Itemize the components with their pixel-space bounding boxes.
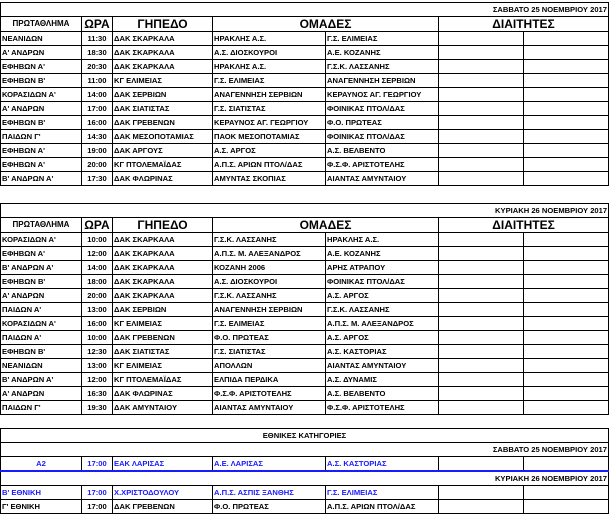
away-team-cell: Α.Σ. ΚΑΣΤΟΡΙΑΣ [326, 457, 439, 472]
home-team-cell: Φ.Ο. ΠΡΩΤΕΑΣ [213, 500, 326, 514]
national-saturday-date-heading: ΣΑΒΒΑΤΟ 25 ΝΟΕΜΒΡΙΟΥ 2017 [1, 443, 609, 457]
home-team-cell: ΚΕΡΑΥΝΟΣ ΑΓ. ΓΕΩΡΓΙΟΥ [213, 116, 326, 130]
home-team-cell: ΠΑΟΚ ΜΕΣΟΠΟΤΑΜΙΑΣ [213, 130, 326, 144]
away-team-cell: ΑΙΑΝΤΑΣ ΑΜΥΝΤΑΙΟΥ [326, 359, 439, 373]
venue-cell: ΔΑΚ ΣΕΡΒΙΩΝ [113, 303, 213, 317]
away-team-cell: Γ.Σ.Κ. ΛΑΣΣΑΝΗΣ [326, 303, 439, 317]
time-cell: 17:00 [82, 102, 113, 116]
col-header-time: ΩΡΑ [82, 218, 113, 233]
away-team-cell: Α.Ε. ΚΟΖΑΝΗΣ [326, 247, 439, 261]
venue-cell: ΔΑΚ ΑΡΓΟΥΣ [113, 144, 213, 158]
away-team-cell: Α.Σ. ΔΥΝΑΜΙΣ [326, 373, 439, 387]
time-cell: 17:00 [82, 457, 113, 472]
referee-cell [439, 32, 524, 46]
table-row [1, 457, 609, 472]
referee-cell [439, 289, 524, 303]
time-cell: 16:00 [82, 116, 113, 130]
table-row [1, 102, 609, 116]
venue-cell: ΔΑΚ ΦΛΩΡΙΝΑΣ [113, 387, 213, 401]
referee-cell [439, 247, 524, 261]
time-cell: 14:30 [82, 130, 113, 144]
time-cell: 20:30 [82, 60, 113, 74]
away-team-cell: Α.Σ. ΑΡΓΟΣ [326, 289, 439, 303]
time-cell: 12:00 [82, 247, 113, 261]
time-cell: 13:00 [82, 303, 113, 317]
away-team-cell: ΗΡΑΚΛΗΣ Α.Σ. [326, 233, 439, 247]
referee-cell [524, 317, 609, 331]
col-header-time: ΩΡΑ [82, 17, 113, 32]
referee-cell [524, 303, 609, 317]
referee-cell [439, 261, 524, 275]
referee-cell [524, 172, 609, 186]
time-cell: 17:00 [82, 500, 113, 514]
referee-cell [524, 144, 609, 158]
referee-cell [524, 116, 609, 130]
referee-cell [439, 275, 524, 289]
category-cell: Α' ΑΝΔΡΩΝ [1, 102, 82, 116]
table-row [1, 46, 609, 60]
table-row [1, 233, 609, 247]
referee-cell [524, 32, 609, 46]
national-sunday-date-heading: ΚΥΡΙΑΚΗ 26 ΝΟΕΜΒΡΙΟΥ 2017 [1, 471, 609, 486]
table-row [1, 261, 609, 275]
time-cell: 18:00 [82, 275, 113, 289]
category-cell: Β' ΑΝΔΡΩΝ Α' [1, 373, 82, 387]
home-team-cell: Γ.Σ.Κ. ΛΑΣΣΑΝΗΣ [213, 289, 326, 303]
referee-cell [439, 88, 524, 102]
venue-cell: Χ.ΧΡΙΣΤΟΔΟΥΛΟΥ [113, 486, 213, 500]
referee-cell [524, 158, 609, 172]
away-team-cell: Α.Ε. ΚΟΖΑΝΗΣ [326, 46, 439, 60]
time-cell: 18:30 [82, 46, 113, 60]
referee-cell [524, 359, 609, 373]
col-header-venue: ΓΗΠΕΔΟ [113, 17, 213, 32]
home-team-cell: Γ.Σ. ΣΙΑΤΙΣΤΑΣ [213, 345, 326, 359]
home-team-cell: Α.Σ. ΔΙΟΣΚΟΥΡΟΙ [213, 275, 326, 289]
referee-cell [439, 500, 524, 514]
away-team-cell: Α.Σ. ΒΕΛΒΕΝΤΟ [326, 144, 439, 158]
away-team-cell: Α.Π.Σ. Μ. ΑΛΕΞΑΝΔΡΟΣ [326, 317, 439, 331]
referee-cell [524, 331, 609, 345]
time-cell: 11:30 [82, 32, 113, 46]
table-row [1, 500, 609, 514]
table-row [1, 130, 609, 144]
time-cell: 16:30 [82, 387, 113, 401]
referee-cell [524, 289, 609, 303]
home-team-cell: Α.Π.Σ. ΑΡΙΩΝ ΠΤΟΛ/ΔΑΣ [213, 158, 326, 172]
table-row [1, 289, 609, 303]
referee-cell [439, 116, 524, 130]
table-row [1, 32, 609, 46]
away-team-cell: ΑΡΗΣ ΑΤΡΑΠΟΥ [326, 261, 439, 275]
time-cell: 19:00 [82, 144, 113, 158]
referee-cell [439, 359, 524, 373]
category-cell: Β' ΑΝΔΡΩΝ Α' [1, 172, 82, 186]
venue-cell: ΚΓ ΕΛΙΜΕΙΑΣ [113, 74, 213, 88]
time-cell: 17:30 [82, 172, 113, 186]
home-team-cell: Γ.Σ. ΣΙΑΤΙΣΤΑΣ [213, 102, 326, 116]
referee-cell [439, 486, 524, 500]
referee-cell [524, 88, 609, 102]
venue-cell: ΔΑΚ ΣΚΑΡΚΑΛΑ [113, 46, 213, 60]
table-row [1, 116, 609, 130]
category-cell: ΝΕΑΝΙΔΩΝ [1, 32, 82, 46]
col-header-teams: ΟΜΑΔΕΣ [213, 218, 439, 233]
category-cell: ΚΟΡΑΣΙΔΩΝ Α' [1, 317, 82, 331]
referee-cell [439, 457, 524, 472]
home-team-cell: Α.Π.Σ. ΑΣΠΙΣ ΞΑΝΘΗΣ [213, 486, 326, 500]
referee-cell [439, 102, 524, 116]
referee-cell [524, 74, 609, 88]
referee-cell [524, 46, 609, 60]
home-team-cell: Φ.Ο. ΠΡΩΤΕΑΣ [213, 331, 326, 345]
referee-cell [524, 233, 609, 247]
home-team-cell: Α.Π.Σ. Μ. ΑΛΕΞΑΝΔΡΟΣ [213, 247, 326, 261]
referee-cell [524, 60, 609, 74]
home-team-cell: Γ.Σ. ΕΛΙΜΕΙΑΣ [213, 74, 326, 88]
away-team-cell: Φ.Ο. ΠΡΩΤΕΑΣ [326, 116, 439, 130]
away-team-cell: Α.Π.Σ. ΑΡΙΩΝ ΠΤΟΛ/ΔΑΣ [326, 500, 439, 514]
table-row [1, 158, 609, 172]
table-row [1, 303, 609, 317]
venue-cell: ΔΑΚ ΣΚΑΡΚΑΛΑ [113, 261, 213, 275]
time-cell: 11:00 [82, 74, 113, 88]
home-team-cell: Α.Σ. ΑΡΓΟΣ [213, 144, 326, 158]
table-row [1, 247, 609, 261]
table-row [1, 345, 609, 359]
away-team-cell: Γ.Σ. ΕΛΙΜΕΙΑΣ [326, 486, 439, 500]
col-header-referees: ΔΙΑΙΤΗΤΕΣ [439, 17, 609, 32]
col-header-championship: ΠΡΩΤΑΘΛΗΜΑ [1, 218, 82, 233]
home-team-cell: Α.Σ. ΔΙΟΣΚΟΥΡΟΙ [213, 46, 326, 60]
col-header-teams: ΟΜΑΔΕΣ [213, 17, 439, 32]
referee-cell [439, 317, 524, 331]
time-cell: 20:00 [82, 158, 113, 172]
time-cell: 13:00 [82, 359, 113, 373]
category-cell: Β' ΑΝΔΡΩΝ Α' [1, 261, 82, 275]
category-cell: ΕΦΗΒΩΝ Β' [1, 275, 82, 289]
referee-cell [439, 373, 524, 387]
referee-cell [524, 247, 609, 261]
national-categories-title: ΕΘΝΙΚΕΣ ΚΑΤΗΓΟΡΙΕΣ [1, 429, 609, 443]
away-team-cell: Α.Σ. ΒΕΛΒΕΝΤΟ [326, 387, 439, 401]
time-cell: 20:00 [82, 289, 113, 303]
venue-cell: ΔΑΚ ΣΚΑΡΚΑΛΑ [113, 233, 213, 247]
venue-cell: ΚΓ ΠΤΟΛΕΜΑΪΔΑΣ [113, 158, 213, 172]
venue-cell: ΕΑΚ ΛΑΡΙΣΑΣ [113, 457, 213, 472]
category-cell: ΕΦΗΒΩΝ Β' [1, 74, 82, 88]
table-row [1, 74, 609, 88]
away-team-cell: ΑΙΑΝΤΑΣ ΑΜΥΝΤΑΙΟΥ [326, 172, 439, 186]
away-team-cell: Α.Σ. ΚΑΣΤΟΡΙΑΣ [326, 345, 439, 359]
time-cell: 14:00 [82, 88, 113, 102]
venue-cell: ΔΑΚ ΣΚΑΡΚΑΛΑ [113, 289, 213, 303]
category-cell: ΕΦΗΒΩΝ Β' [1, 116, 82, 130]
time-cell: 17:00 [82, 486, 113, 500]
category-cell: ΕΦΗΒΩΝ Α' [1, 158, 82, 172]
category-cell: ΠΑΙΔΩΝ Α' [1, 331, 82, 345]
time-cell: 10:00 [82, 331, 113, 345]
referee-cell [439, 158, 524, 172]
home-team-cell: ΑΠΟΛΛΩΝ [213, 359, 326, 373]
referee-cell [439, 233, 524, 247]
away-team-cell: Α.Σ. ΑΡΓΟΣ [326, 331, 439, 345]
table-row [1, 275, 609, 289]
time-cell: 12:30 [82, 345, 113, 359]
referee-cell [524, 486, 609, 500]
referee-cell [439, 74, 524, 88]
home-team-cell: ΑΝΑΓΕΝΝΗΣΗ ΣΕΡΒΙΩΝ [213, 88, 326, 102]
home-team-cell: Φ.Σ.Φ. ΑΡΙΣΤΟΤΕΛΗΣ [213, 387, 326, 401]
category-cell: ΕΦΗΒΩΝ Α' [1, 247, 82, 261]
venue-cell: ΚΓ ΕΛΙΜΕΙΑΣ [113, 317, 213, 331]
venue-cell: ΔΑΚ ΣΚΑΡΚΑΛΑ [113, 32, 213, 46]
category-cell: ΕΦΗΒΩΝ Β' [1, 345, 82, 359]
home-team-cell: ΗΡΑΚΛΗΣ Α.Σ. [213, 32, 326, 46]
table-row [1, 387, 609, 401]
table-row [1, 486, 609, 500]
home-team-cell: ΑΝΑΓΕΝΝΗΣΗ ΣΕΡΒΙΩΝ [213, 303, 326, 317]
home-team-cell: Γ.Σ.Κ. ΛΑΣΣΑΝΗΣ [213, 233, 326, 247]
referee-cell [439, 345, 524, 359]
home-team-cell: ΚΟΖΑΝΗ 2006 [213, 261, 326, 275]
referee-cell [524, 130, 609, 144]
home-team-cell: ΑΜΥΝΤΑΣ ΣΚΟΠΙΑΣ [213, 172, 326, 186]
sunday-date-heading: ΚΥΡΙΑΚΗ 26 ΝΟΕΜΒΡΙΟΥ 2017 [1, 204, 609, 218]
table-row [1, 359, 609, 373]
table-row [1, 401, 609, 415]
category-cell: ΠΑΙΔΩΝ Γ' [1, 130, 82, 144]
sunday-schedule-table [0, 203, 609, 415]
col-header-venue: ΓΗΠΕΔΟ [113, 218, 213, 233]
table-row [1, 317, 609, 331]
home-team-cell: ΕΛΠΙΔΑ ΠΕΡΔΙΚΑ [213, 373, 326, 387]
away-team-cell: ΑΝΑΓΕΝΝΗΣΗ ΣΕΡΒΙΩΝ [326, 74, 439, 88]
col-header-referees: ΔΙΑΙΤΗΤΕΣ [439, 218, 609, 233]
venue-cell: ΔΑΚ ΓΡΕΒΕΝΩΝ [113, 331, 213, 345]
time-cell: 10:00 [82, 233, 113, 247]
venue-cell: ΔΑΚ ΦΛΩΡΙΝΑΣ [113, 172, 213, 186]
venue-cell: ΔΑΚ ΓΡΕΒΕΝΩΝ [113, 116, 213, 130]
venue-cell: ΔΑΚ ΣΙΑΤΙΣΤΑΣ [113, 102, 213, 116]
category-cell: ΚΟΡΑΣΙΔΩΝ Α' [1, 88, 82, 102]
time-cell: 16:00 [82, 317, 113, 331]
table-row [1, 331, 609, 345]
table-row [1, 172, 609, 186]
category-cell: ΚΟΡΑΣΙΔΩΝ Α' [1, 233, 82, 247]
away-team-cell: ΦΟΙΝΙΚΑΣ ΠΤΟΛ/ΔΑΣ [326, 130, 439, 144]
saturday-schedule-table [0, 2, 609, 186]
away-team-cell: Φ.Σ.Φ. ΑΡΙΣΤΟΤΕΛΗΣ [326, 158, 439, 172]
referee-cell [439, 46, 524, 60]
table-row [1, 144, 609, 158]
category-cell: Α' ΑΝΔΡΩΝ [1, 289, 82, 303]
venue-cell: ΔΑΚ ΣΚΑΡΚΑΛΑ [113, 247, 213, 261]
table-row [1, 373, 609, 387]
category-cell: ΝΕΑΝΙΔΩΝ [1, 359, 82, 373]
table-row [1, 88, 609, 102]
referee-cell [524, 500, 609, 514]
venue-cell: ΔΑΚ ΣΙΑΤΙΣΤΑΣ [113, 345, 213, 359]
away-team-cell: Γ.Σ.Κ. ΛΑΣΣΑΝΗΣ [326, 60, 439, 74]
home-team-cell: Γ.Σ. ΕΛΙΜΕΙΑΣ [213, 317, 326, 331]
venue-cell: ΔΑΚ ΜΕΣΟΠΟΤΑΜΙΑΣ [113, 130, 213, 144]
category-cell: Β' ΕΘΝΙΚΗ [1, 486, 82, 500]
away-team-cell: ΚΕΡΑΥΝΟΣ ΑΓ. ΓΕΩΡΓΙΟΥ [326, 88, 439, 102]
home-team-cell: ΗΡΑΚΛΗΣ Α.Σ. [213, 60, 326, 74]
venue-cell: ΔΑΚ ΣΕΡΒΙΩΝ [113, 88, 213, 102]
away-team-cell: ΦΟΙΝΙΚΑΣ ΠΤΟΛ/ΔΑΣ [326, 102, 439, 116]
home-team-cell: Α.Ε. ΛΑΡΙΣΑΣ [213, 457, 326, 472]
referee-cell [524, 401, 609, 415]
referee-cell [524, 102, 609, 116]
category-cell: ΠΑΙΔΩΝ Α' [1, 303, 82, 317]
referee-cell [524, 387, 609, 401]
home-team-cell: ΑΙΑΝΤΑΣ ΑΜΥΝΤΑΙΟΥ [213, 401, 326, 415]
venue-cell: ΔΑΚ ΓΡΕΒΕΝΩΝ [113, 500, 213, 514]
time-cell: 12:00 [82, 373, 113, 387]
venue-cell: ΚΓ ΕΛΙΜΕΙΑΣ [113, 359, 213, 373]
away-team-cell: ΦΟΙΝΙΚΑΣ ΠΤΟΛ/ΔΑΣ [326, 275, 439, 289]
referee-cell [439, 60, 524, 74]
category-cell: Γ' ΕΘΝΙΚΗ [1, 500, 82, 514]
referee-cell [439, 130, 524, 144]
category-cell: ΠΑΙΔΩΝ Γ' [1, 401, 82, 415]
referee-cell [439, 144, 524, 158]
category-cell: ΕΦΗΒΩΝ Α' [1, 144, 82, 158]
venue-cell: ΔΑΚ ΑΜΥΝΤΑΙΟΥ [113, 401, 213, 415]
category-cell: Α' ΑΝΔΡΩΝ [1, 387, 82, 401]
venue-cell: ΔΑΚ ΣΚΑΡΚΑΛΑ [113, 275, 213, 289]
away-team-cell: Φ.Σ.Φ. ΑΡΙΣΤΟΤΕΛΗΣ [326, 401, 439, 415]
category-cell: ΕΦΗΒΩΝ Α' [1, 60, 82, 74]
referee-cell [524, 373, 609, 387]
time-cell: 19:30 [82, 401, 113, 415]
time-cell: 14:00 [82, 261, 113, 275]
away-team-cell: Γ.Σ. ΕΛΙΜΕΙΑΣ [326, 32, 439, 46]
category-cell: Α' ΑΝΔΡΩΝ [1, 46, 82, 60]
referee-cell [524, 345, 609, 359]
referee-cell [439, 331, 524, 345]
referee-cell [524, 275, 609, 289]
venue-cell: ΚΓ ΠΤΟΛΕΜΑΪΔΑΣ [113, 373, 213, 387]
referee-cell [439, 387, 524, 401]
referee-cell [439, 401, 524, 415]
col-header-championship: ΠΡΩΤΑΘΛΗΜΑ [1, 17, 82, 32]
saturday-date-heading: ΣΑΒΒΑΤΟ 25 ΝΟΕΜΒΡΙΟΥ 2017 [1, 3, 609, 17]
national-schedule-table [0, 428, 609, 514]
referee-cell [439, 303, 524, 317]
category-cell: Α2 [1, 457, 82, 472]
venue-cell: ΔΑΚ ΣΚΑΡΚΑΛΑ [113, 60, 213, 74]
referee-cell [439, 172, 524, 186]
referee-cell [524, 261, 609, 275]
referee-cell [524, 457, 609, 472]
table-row [1, 60, 609, 74]
